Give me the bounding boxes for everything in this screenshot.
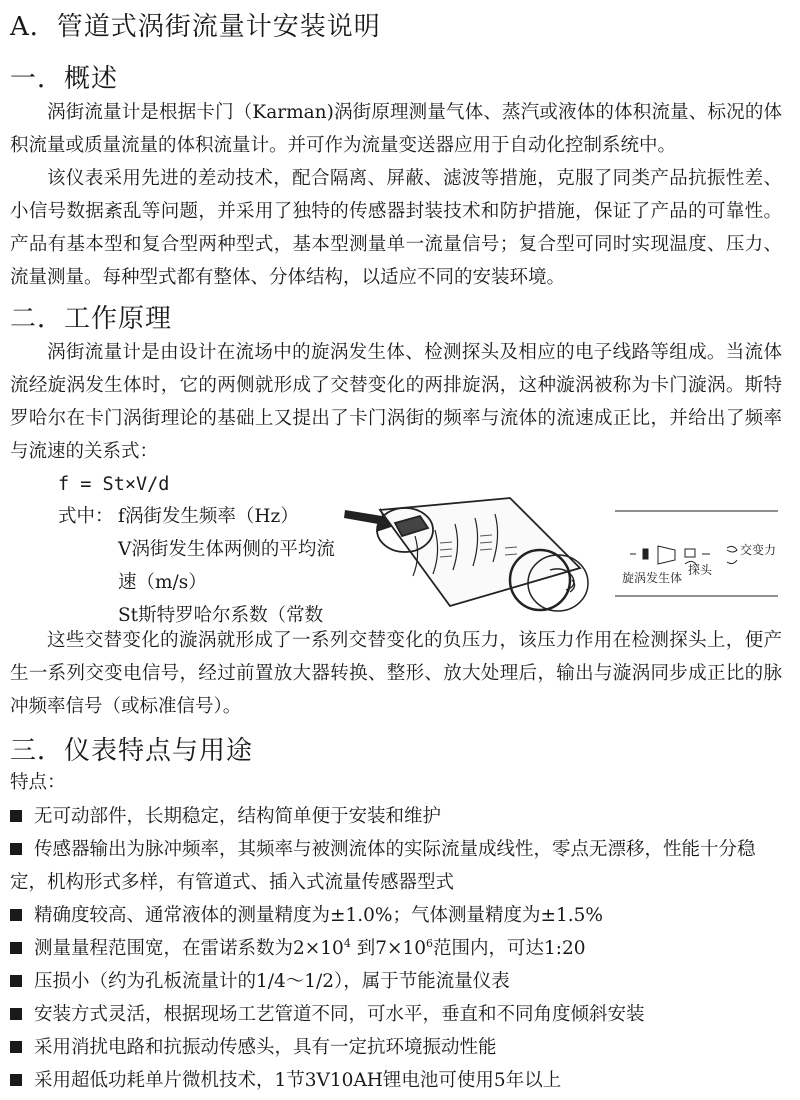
feature-item: 精确度较高、通常液体的测量精度为±1.0%；气体测量精度为±1.5% xyxy=(10,899,782,932)
where-st: St斯特罗哈尔系数（常数 xyxy=(118,605,324,626)
bullet-square-icon xyxy=(10,975,22,987)
section-heading-principle: 二．工作原理 xyxy=(10,304,173,334)
bullet-square-icon xyxy=(10,810,22,822)
feature-item-range: 测量量程范围宽，在雷诺系数为$2\times 10^4$ 到$7\times 10^6$范围内，可达1:20 xyxy=(10,932,782,965)
vortex-figure xyxy=(340,488,795,623)
bullet-square-icon xyxy=(10,909,22,921)
pipe-illustration xyxy=(377,498,588,611)
label-probe: 探头 xyxy=(688,563,713,577)
feature-item: 采用超低功耗单片微机技术，1节3V10AH锂电池可使用5年以上 xyxy=(10,1064,782,1097)
principle-paragraph-2: 这些交替变化的漩涡就形成了一系列交替变化的负压力，该压力作用在检测探头上，便产生一系列交变电信号，经过前置放大器转换、整形、放大处理后，输出与漩涡同步成正比的脉冲频率信号（或标准信号）。 xyxy=(10,630,782,717)
features-label: 特点： xyxy=(10,772,66,793)
feature-item: 无可动部件，长期稳定，结构简单便于安装和维护 xyxy=(10,800,782,833)
bullet-square-icon xyxy=(10,843,22,855)
principle-paragraph-1: 涡街流量计是由设计在流场中的旋涡发生体、检测探头及相应的电子线路等组成。当流体流经旋涡发生体时，它的两侧就形成了交替变化的两排旋涡，这种漩涡被称为卡门漩涡。斯特罗哈尔在卡门涡街理论的基础上又提出了卡门涡街的频率与流体的流速成正比，并给出了频率与流速的关系式： xyxy=(10,342,782,462)
feature-item: 压损小（约为孔板流量计的1/4～1/2），属于节能流量仪表 xyxy=(10,965,782,998)
bullet-square-icon xyxy=(10,1041,22,1053)
overview-paragraph-2: 该仪表采用先进的差动技术，配合隔离、屏蔽、滤波等措施，克服了同类产品抗振性差、小信号数据紊乱等问题，并采用了独特的传感器封装技术和防护措施，保证了产品的可靠性。产品有基本型和复合型两种型式，基本型测量单一流量信号；复合型可同时实现温度、压力、流量测量。每种型式都有整体、分体结构，以适应不同的安装环境。 xyxy=(10,168,782,288)
where-v-line1: V涡街发生体两侧的平均流 xyxy=(118,539,335,560)
feature-item: 安装方式灵活，根据现场工艺管道不同，可水平，垂直和不同角度倾斜安装 xyxy=(10,998,782,1031)
where-f: f涡街发生频率（Hz） xyxy=(118,506,299,527)
label-alternating-force: 交变力 xyxy=(740,543,777,557)
section-heading-features: 三．仪表特点与用途 xyxy=(10,736,254,766)
formula: f = St×V/d xyxy=(58,474,170,495)
feature-item: 传感器输出为脉冲频率，其频率与被测流体的实际流量成线性，零点无漂移，性能十分稳定，机构形式多样，有管道式、插入式流量传感器型式 xyxy=(10,839,756,893)
bullet-square-icon xyxy=(10,942,22,954)
bullet-square-icon xyxy=(10,1074,22,1086)
document-title: A．管道式涡街流量计安装说明 xyxy=(10,12,381,42)
where-prefix: 式中： xyxy=(58,506,114,527)
bullet-square-icon xyxy=(10,1008,22,1020)
where-v-line2: 速（m/s） xyxy=(118,572,207,593)
feature-item: 采用消扰电路和抗振动传感头，具有一定抗环境振动性能 xyxy=(10,1031,782,1064)
overview-paragraph-1: 涡街流量计是根据卡门（Karman)涡街原理测量气体、蒸汽或液体的体积流量、标况的体积流量或质量流量的体积流量计。并可作为流量变送器应用于自动化控制系统中。 xyxy=(10,102,782,156)
label-vortex-generator: 旋涡发生体 xyxy=(622,571,683,585)
section-heading-overview: 一．概述 xyxy=(10,64,119,94)
